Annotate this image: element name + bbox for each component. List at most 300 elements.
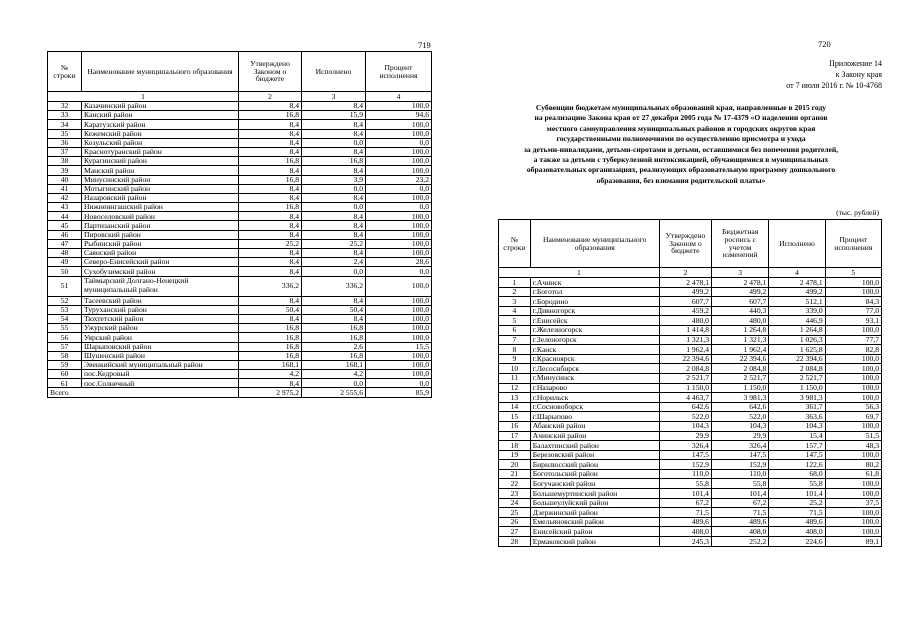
- row-number: 2: [499, 287, 531, 297]
- row-name: Козульский район: [82, 138, 239, 147]
- row-percent: 100,0: [366, 249, 432, 258]
- row-percent: 100,0: [366, 239, 432, 248]
- annex-block: [786, 58, 882, 91]
- row-executed: 22 394,6: [769, 354, 825, 364]
- row-number: 42: [48, 193, 82, 202]
- title-line: на реализацию Закона края от 27 декабря 2005 года № 17-4379 «О наделении органов: [534, 113, 828, 123]
- row-roster: 3 981,3: [711, 393, 768, 403]
- total-percent: 85,9: [366, 388, 432, 397]
- row-approved: 152,9: [659, 460, 711, 470]
- row-executed: 8,4: [302, 230, 366, 239]
- table-row: [499, 498, 882, 508]
- row-number: 22: [499, 479, 531, 489]
- table-row: [48, 314, 432, 323]
- total-approved: 2 975,2: [239, 388, 302, 397]
- table-row: [48, 305, 432, 314]
- left-header-percent: Процент исполнения: [366, 52, 432, 92]
- row-approved: 16,8: [239, 324, 302, 333]
- table-row: [499, 469, 882, 479]
- table-row: [48, 193, 432, 202]
- page-number-left: 719: [418, 40, 431, 50]
- row-executed: 50,4: [302, 305, 366, 314]
- row-number: 45: [48, 221, 82, 230]
- row-executed: 363,6: [769, 412, 825, 422]
- row-roster: 1 321,3: [711, 335, 768, 345]
- row-executed: 147,5: [769, 450, 825, 460]
- row-name: Боготольский район: [530, 469, 659, 479]
- row-number: 37: [48, 147, 82, 156]
- row-approved: 8,4: [239, 314, 302, 323]
- row-name: Большеулуйский район: [530, 498, 659, 508]
- table-row: [499, 297, 882, 307]
- row-executed: 361,7: [769, 402, 825, 412]
- row-percent: 0,0: [366, 203, 432, 212]
- row-number: 32: [48, 102, 82, 111]
- right-header-executed: Исполнено: [769, 220, 825, 268]
- row-executed: 25,2: [302, 239, 366, 248]
- row-approved: 1 150,0: [659, 383, 711, 393]
- row-number: 33: [48, 111, 82, 120]
- row-percent: 100,0: [825, 508, 881, 518]
- row-executed: 0,0: [302, 138, 366, 147]
- row-executed: 2 521,7: [769, 373, 825, 383]
- row-executed: 224,6: [769, 537, 825, 547]
- document-title: [476, 103, 886, 186]
- row-executed: 8,4: [302, 166, 366, 175]
- row-executed: 8,4: [302, 129, 366, 138]
- row-approved: 55,8: [659, 479, 711, 489]
- row-percent: 100,0: [825, 450, 881, 460]
- row-number: 14: [499, 402, 531, 412]
- row-approved: 8,4: [239, 230, 302, 239]
- table-row: [48, 147, 432, 156]
- row-approved: 110,0: [659, 469, 711, 479]
- row-executed: 104,3: [769, 421, 825, 431]
- row-percent: 100,0: [366, 360, 432, 369]
- left-header-name: Наименование муниципального образования: [82, 52, 239, 92]
- table-row: [499, 450, 882, 460]
- row-name: Сухобузимский район: [82, 267, 239, 276]
- right-col-index: 3: [711, 268, 768, 278]
- row-name: г.Дивногорск: [530, 306, 659, 316]
- row-percent: 100,0: [366, 120, 432, 129]
- row-percent: 48,3: [825, 441, 881, 451]
- row-number: 24: [499, 498, 531, 508]
- annex-line-2: к Закону края: [835, 70, 882, 79]
- row-executed: 8,4: [302, 221, 366, 230]
- row-number: 12: [499, 383, 531, 393]
- table-row: [499, 373, 882, 383]
- row-approved: 1 962,4: [659, 345, 711, 355]
- table-row: [48, 276, 432, 296]
- row-approved: 326,4: [659, 441, 711, 451]
- table-row: [48, 111, 432, 120]
- row-roster: 2 521,7: [711, 373, 768, 383]
- table-row: [499, 306, 882, 316]
- left-header-executed: Исполнено: [302, 52, 366, 92]
- row-number: 21: [499, 469, 531, 479]
- row-number: 23: [499, 489, 531, 499]
- row-number: 25: [499, 508, 531, 518]
- left-col-index: 1: [48, 92, 239, 102]
- row-name: Рыбинский район: [82, 239, 239, 248]
- row-executed: 122,6: [769, 460, 825, 470]
- row-number: 55: [48, 324, 82, 333]
- row-name: пос.Кедровый: [82, 370, 239, 379]
- total-row: [48, 388, 432, 397]
- row-number: 28: [499, 537, 531, 547]
- row-percent: 37,5: [825, 498, 881, 508]
- row-number: 10: [499, 364, 531, 374]
- row-name: г.Боготол: [530, 287, 659, 297]
- row-executed: 0,0: [302, 379, 366, 388]
- row-number: 57: [48, 342, 82, 351]
- row-number: 53: [48, 305, 82, 314]
- table-row: [499, 460, 882, 470]
- row-percent: 51,5: [825, 431, 881, 441]
- total-label: Всего: [48, 388, 239, 397]
- row-approved: 29,9: [659, 431, 711, 441]
- row-name: г.Красноярск: [530, 354, 659, 364]
- row-percent: 100,0: [825, 489, 881, 499]
- row-approved: 25,2: [239, 239, 302, 248]
- left-table: [47, 51, 432, 398]
- row-number: 43: [48, 203, 82, 212]
- row-executed: 16,8: [302, 351, 366, 360]
- table-row: [499, 421, 882, 431]
- units-label: (тыс. рублей): [836, 208, 879, 217]
- row-approved: 16,8: [239, 333, 302, 342]
- row-executed: 0,0: [302, 203, 366, 212]
- title-line: Субвенции бюджетам муниципальных образований края, направленные в 2015 году: [535, 103, 827, 112]
- row-name: г.Минусинск: [530, 373, 659, 383]
- row-name: Краснотуранский район: [82, 147, 239, 156]
- row-executed: 55,8: [769, 479, 825, 489]
- row-percent: 100,0: [825, 383, 881, 393]
- row-executed: 512,1: [769, 297, 825, 307]
- table-row: [499, 354, 882, 364]
- row-approved: 8,4: [239, 138, 302, 147]
- table-row: [499, 489, 882, 499]
- row-percent: 100,0: [366, 370, 432, 379]
- row-roster: 489,6: [711, 517, 768, 527]
- row-number: 41: [48, 184, 82, 193]
- row-approved: 8,4: [239, 193, 302, 202]
- row-number: 6: [499, 325, 531, 335]
- table-row: [48, 342, 432, 351]
- row-percent: 56,3: [825, 402, 881, 412]
- row-approved: 8,4: [239, 212, 302, 221]
- row-approved: 8,4: [239, 166, 302, 175]
- row-percent: 15,5: [366, 342, 432, 351]
- row-name: Туруханский район: [82, 305, 239, 314]
- table-row: [48, 175, 432, 184]
- row-name: Енисейский район: [530, 527, 659, 537]
- row-executed: 8,4: [302, 120, 366, 129]
- row-executed: 0,0: [302, 267, 366, 276]
- title-line: образовательных организациях, реализующих образовательную программу дошкольного: [526, 165, 836, 175]
- row-name: Казачинский район: [82, 102, 239, 111]
- row-executed: 8,4: [302, 296, 366, 305]
- annex-line-3: от 7 июля 2016 г. № 10-4768: [786, 81, 882, 90]
- row-percent: 100,0: [366, 212, 432, 221]
- row-approved: 642,6: [659, 402, 711, 412]
- left-col-index: 2: [239, 92, 302, 102]
- table-row: [499, 287, 882, 297]
- row-name: Большемуртинский район: [530, 489, 659, 499]
- row-approved: 480,0: [659, 316, 711, 326]
- table-row: [499, 431, 882, 441]
- row-percent: 100,0: [366, 230, 432, 239]
- table-row: [48, 333, 432, 342]
- row-number: 40: [48, 175, 82, 184]
- annex-line-1: Приложение 14: [829, 59, 882, 68]
- row-approved: 16,8: [239, 342, 302, 351]
- row-percent: 100,0: [825, 354, 881, 364]
- row-executed: 3 981,3: [769, 393, 825, 403]
- table-row: [499, 278, 882, 288]
- table-row: [48, 184, 432, 193]
- row-percent: 93,1: [825, 316, 881, 326]
- row-percent: 80,2: [825, 460, 881, 470]
- table-row: [48, 239, 432, 248]
- row-name: Бирилюсский район: [530, 460, 659, 470]
- row-executed: 157,7: [769, 441, 825, 451]
- row-percent: 100,0: [825, 527, 881, 537]
- row-executed: 2 478,1: [769, 278, 825, 288]
- table-row: [48, 379, 432, 388]
- row-percent: 89,1: [825, 537, 881, 547]
- row-executed: 499,2: [769, 287, 825, 297]
- row-executed: 2,6: [302, 342, 366, 351]
- table-row: [499, 325, 882, 335]
- row-roster: 147,5: [711, 450, 768, 460]
- row-percent: 100,0: [825, 373, 881, 383]
- right-col-index: 4: [769, 268, 825, 278]
- table-row: [48, 249, 432, 258]
- row-executed: 8,4: [302, 193, 366, 202]
- row-approved: 1 414,8: [659, 325, 711, 335]
- right-header-name: Наименование муниципального образования: [530, 220, 659, 268]
- row-approved: 8,4: [239, 258, 302, 267]
- row-percent: 100,0: [366, 324, 432, 333]
- row-executed: 446,9: [769, 316, 825, 326]
- table-row: [48, 138, 432, 147]
- table-row: [499, 412, 882, 422]
- row-approved: 16,8: [239, 351, 302, 360]
- row-number: 13: [499, 393, 531, 403]
- row-number: 61: [48, 379, 82, 388]
- row-executed: 8,4: [302, 102, 366, 111]
- row-approved: 71,5: [659, 508, 711, 518]
- row-executed: 1 150,0: [769, 383, 825, 393]
- row-roster: 29,9: [711, 431, 768, 441]
- row-executed: 71,5: [769, 508, 825, 518]
- row-number: 50: [48, 267, 82, 276]
- row-approved: 459,2: [659, 306, 711, 316]
- row-approved: 104,3: [659, 421, 711, 431]
- row-percent: 100,0: [825, 479, 881, 489]
- row-name: г.Бородино: [530, 297, 659, 307]
- table-row: [48, 166, 432, 175]
- row-name: Богучанский район: [530, 479, 659, 489]
- row-name: Пировский район: [82, 230, 239, 239]
- row-name: г.Зеленогорск: [530, 335, 659, 345]
- table-row: [499, 316, 882, 326]
- row-roster: 2 478,1: [711, 278, 768, 288]
- row-percent: 77,0: [825, 306, 881, 316]
- row-percent: 82,8: [825, 345, 881, 355]
- row-name: г.Шарыпово: [530, 412, 659, 422]
- table-row: [48, 370, 432, 379]
- row-name: Эвенкийский муниципальный район: [82, 360, 239, 369]
- row-percent: 100,0: [366, 333, 432, 342]
- row-name: г.Назарово: [530, 383, 659, 393]
- right-header-approved: Утверждено Законом о бюджете: [659, 220, 711, 268]
- row-name: г.Сосновоборск: [530, 402, 659, 412]
- row-percent: 0,0: [366, 184, 432, 193]
- row-number: 51: [48, 276, 82, 296]
- row-name: г.Канск: [530, 345, 659, 355]
- right-col-index: 2: [659, 268, 711, 278]
- row-name: Ермаковский район: [530, 537, 659, 547]
- row-number: 56: [48, 333, 82, 342]
- row-percent: 100,0: [366, 296, 432, 305]
- table-row: [48, 157, 432, 166]
- right-header-roster: Бюджетная роспись с учетом изменений: [711, 220, 768, 268]
- table-row: [499, 537, 882, 547]
- row-percent: 100,0: [366, 102, 432, 111]
- row-number: 18: [499, 441, 531, 451]
- row-name: Новоселовский район: [82, 212, 239, 221]
- row-executed: 339,0: [769, 306, 825, 316]
- row-number: 5: [499, 316, 531, 326]
- left-col-index: 4: [366, 92, 432, 102]
- left-header-approved: Утверждено Законом о бюджете: [239, 52, 302, 92]
- table-row: [48, 120, 432, 129]
- row-approved: 16,8: [239, 175, 302, 184]
- table-row: [499, 335, 882, 345]
- row-name: Назаровский район: [82, 193, 239, 202]
- row-executed: 15,4: [769, 431, 825, 441]
- row-approved: 4,2: [239, 370, 302, 379]
- row-roster: 1 962,4: [711, 345, 768, 355]
- row-approved: 4 463,7: [659, 393, 711, 403]
- row-roster: 55,8: [711, 479, 768, 489]
- row-number: 34: [48, 120, 82, 129]
- row-name: Канский район: [82, 111, 239, 120]
- row-name: Тасеевский район: [82, 296, 239, 305]
- row-number: 3: [499, 297, 531, 307]
- title-line: местного самоуправления муниципальных районов и городских округов края: [546, 123, 816, 133]
- row-name: Емельяновский район: [530, 517, 659, 527]
- row-executed: 8,4: [302, 212, 366, 221]
- row-name: Партизанский район: [82, 221, 239, 230]
- row-approved: 22 394,6: [659, 354, 711, 364]
- row-executed: 8,4: [302, 314, 366, 323]
- table-row: [48, 258, 432, 267]
- row-number: 17: [499, 431, 531, 441]
- table-row: [499, 345, 882, 355]
- row-name: г.Лесосибирск: [530, 364, 659, 374]
- row-name: Ужурский район: [82, 324, 239, 333]
- right-header-percent: Процент исполнения: [825, 220, 881, 268]
- row-roster: 642,6: [711, 402, 768, 412]
- row-name: Каратузский район: [82, 120, 239, 129]
- row-approved: 8,4: [239, 267, 302, 276]
- row-name: Дзержинский район: [530, 508, 659, 518]
- row-number: 38: [48, 157, 82, 166]
- row-approved: 336,2: [239, 276, 302, 296]
- row-percent: 100,0: [366, 129, 432, 138]
- row-percent: 100,0: [366, 305, 432, 314]
- table-row: [48, 296, 432, 305]
- row-approved: 50,4: [239, 305, 302, 314]
- row-percent: 100,0: [825, 393, 881, 403]
- row-name: Тюхтетский район: [82, 314, 239, 323]
- row-roster: 326,4: [711, 441, 768, 451]
- row-number: 15: [499, 412, 531, 422]
- table-row: [48, 221, 432, 230]
- row-executed: 16,8: [302, 324, 366, 333]
- row-number: 4: [499, 306, 531, 316]
- row-executed: 0,0: [302, 184, 366, 193]
- row-executed: 16,8: [302, 333, 366, 342]
- row-approved: 607,7: [659, 297, 711, 307]
- row-number: 7: [499, 335, 531, 345]
- row-roster: 71,5: [711, 508, 768, 518]
- row-approved: 408,0: [659, 527, 711, 537]
- row-executed: 8,4: [302, 249, 366, 258]
- row-roster: 408,0: [711, 527, 768, 537]
- row-approved: 8,4: [239, 221, 302, 230]
- row-number: 44: [48, 212, 82, 221]
- row-percent: 0,0: [366, 138, 432, 147]
- row-percent: 100,0: [825, 517, 881, 527]
- row-percent: 100,0: [366, 221, 432, 230]
- row-executed: 2 084,8: [769, 364, 825, 374]
- row-number: 46: [48, 230, 82, 239]
- row-number: 27: [499, 527, 531, 537]
- row-approved: 522,0: [659, 412, 711, 422]
- row-number: 20: [499, 460, 531, 470]
- row-approved: 147,5: [659, 450, 711, 460]
- table-row: [48, 129, 432, 138]
- row-name: г.Енисейск: [530, 316, 659, 326]
- row-name: Нижнеингашский район: [82, 203, 239, 212]
- title-line: а также за детьми с туберкулезной интоксикацией, обучающимися в муниципальных: [533, 155, 829, 165]
- row-roster: 252,2: [711, 537, 768, 547]
- row-roster: 499,2: [711, 287, 768, 297]
- row-roster: 480,0: [711, 316, 768, 326]
- table-row: [48, 102, 432, 111]
- row-approved: 16,8: [239, 203, 302, 212]
- row-approved: 8,4: [239, 184, 302, 193]
- row-approved: 489,6: [659, 517, 711, 527]
- row-executed: 4,2: [302, 370, 366, 379]
- row-approved: 16,8: [239, 157, 302, 166]
- row-percent: 100,0: [825, 278, 881, 288]
- row-executed: 3,9: [302, 175, 366, 184]
- row-name: Минусинский район: [82, 175, 239, 184]
- row-percent: 100,0: [825, 421, 881, 431]
- row-percent: 28,6: [366, 258, 432, 267]
- row-roster: 101,4: [711, 489, 768, 499]
- table-row: [499, 364, 882, 374]
- row-percent: 84,3: [825, 297, 881, 307]
- row-name: г.Ачинск: [530, 278, 659, 288]
- row-roster: 22 394,6: [711, 354, 768, 364]
